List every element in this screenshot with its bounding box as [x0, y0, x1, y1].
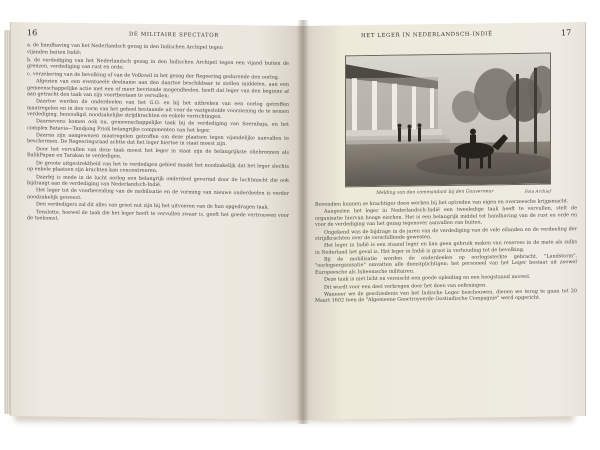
left-page-number: 16 [27, 28, 38, 38]
paragraph: Daarnevens komen ook nu, gemeenschappelijke taak bij de verdediging van Soerabaja, en het complex Batavia—Tandjong Priok belangrijke componenten van het leger. [27, 118, 289, 134]
paragraph: Daarna zijn aangewezen maatregelen getroffen om deze plaatsen tegen vijandelijke aanvallen te beschermen. De Regeeringsraad achtte dat het leger hiertoe in staat moest zijn. [27, 132, 289, 148]
paragraph: Daartoe werden de onderdeelen van het G.O. en bij het uitbreken van een oorlog getroffen maatregelen en in den vorm van het geheel bestaande uit voor de vastgestelde voorziening de te nemen verdediging, benoodigd, noodzakelijke strijdkrachten en enkele verrichtingen. [27, 98, 289, 120]
photo-caption [345, 189, 551, 197]
paragraph: Daarbij is mede in de lucht oorlog een belangrijk onderdeel gevormd door de luchtmacht die ook bijdraagt aan de verdediging van Nederlandsch-Indië. [27, 173, 289, 188]
paragraph: c. verzekering van de bevolking of van de Volkswil in het gezag der Regeering gedurende den oorlog. [27, 70, 280, 81]
paragraph: Tenslotte, hoewel de taak die het leger heeft te vervullen zwaar is, geeft het goede vertrouwen voor de toekomst. [27, 208, 289, 222]
paragraph: De groote uitgestrektheid van het te verdedigen gebied maakt het noodzakelijk dat het leger slechts op enkele plaatsen zijn krachten kan concentreeren. [27, 160, 289, 175]
paragraph: Aangezien het leger in Nederlandsch-Indië een tweeledige taak heeft te vervullen, stelt de organisatie hiervan hooge eischen. Het is een belangrijk middel tot handhaving van de rust en orde en voor de verdediging van het gezag tegenover aanvallen van buiten. [315, 205, 577, 228]
left-running-head: DE MILITAIRE SPECTATOR [129, 31, 219, 39]
right-running-head: HET LEGER IN NEDERLANDSCH-INDIË [361, 31, 493, 40]
left-page [10, 22, 303, 420]
paragraph: Deze taak is niet licht en vereischt een goede opleiding en een hoogstaand moreel. [324, 274, 531, 283]
paragraph: Het leger tot de voorbereiding van de mobilisatie en de vorming van nieuwe onderdeelen is verder noodzakelijk geweest. [27, 187, 289, 201]
right-body-text [315, 198, 577, 414]
paragraph: Bovendien kunnen ze krachtiger doen werken bij het optreden van eigen en overzeesche krijgsmacht. [315, 198, 569, 208]
paragraph: Wanneer we de geschiedenis van het Indische Leger beschouwen, dienen we terug te gaan tot 20 Maart 1602 toen de "Algemeene Geoctroyeerde Oostindische Compagnie" werd opgericht. [315, 288, 577, 305]
right-page-number: 17 [561, 28, 572, 38]
photo-credit: Foto Archief [524, 188, 551, 194]
paragraph: Den verdedigers zal dit alles van groot nut zijn bij het uitvoeren van de hun opgedragen taak. [36, 201, 269, 211]
paragraph: b. de verdediging van het Nederlandsch gezag in den Indischen Archipel tegen een vijand buiten de grenzen, verdediging van rust en orde; [27, 57, 289, 71]
paragraph: Dit wordt voor een deel verkregen door het doen van oefeningen. [324, 282, 487, 291]
paragraph: Bij de mobilisatie worden de onderdeelen op oorlogssterkte gebracht, "Landstorm", "oorlogsorganisatie" omvatten alle dienstplichtigen; het personeel van het Leger bestaat uit zoowel Europeesche als Inheemsche militairen. [315, 253, 577, 276]
paragraph: vijanden buiten Indië; [27, 49, 82, 57]
paragraph: a. de handhaving van het Nederlandsch gezag in den Indischen Archipel tegen [27, 42, 223, 51]
paragraph: Het leger in Indië is een staand leger en kan geen gebruik maken van reserves in de mate als zulks in Nederland het geval is. Het leger in Indië is groot in verhouding tot de bevolking. [315, 239, 577, 256]
paragraph: Door het vervullen van deze taak moest het leger in staat zijn de belangrijkste oliebronnen als BalikPapan en Tarakan te verdedigen. [27, 146, 289, 160]
left-body-text [27, 42, 289, 414]
photo-scene [346, 54, 550, 187]
caption-text: Melding van den commandant bij den Gouverneur [376, 189, 494, 196]
paragraph: Ongekend was de bijdrage in de jaren van de verdediging van de vele eilanden en de verdeeling der strijdkrachten over de verschillende gewesten. [315, 225, 577, 242]
paragraph: Afgezien van een eventueele deelname aan den daartoe beschikbaar te stellen middelen, aan een gemeenschappelijke actie met een of meer bevriende mogendheden, heeft dat leger van den beginne af aan getracht den taak van zijn voortbestaan te vervullen; [27, 78, 289, 100]
right-page [303, 22, 586, 420]
archival-photograph [345, 53, 551, 188]
book-gutter [297, 20, 309, 424]
